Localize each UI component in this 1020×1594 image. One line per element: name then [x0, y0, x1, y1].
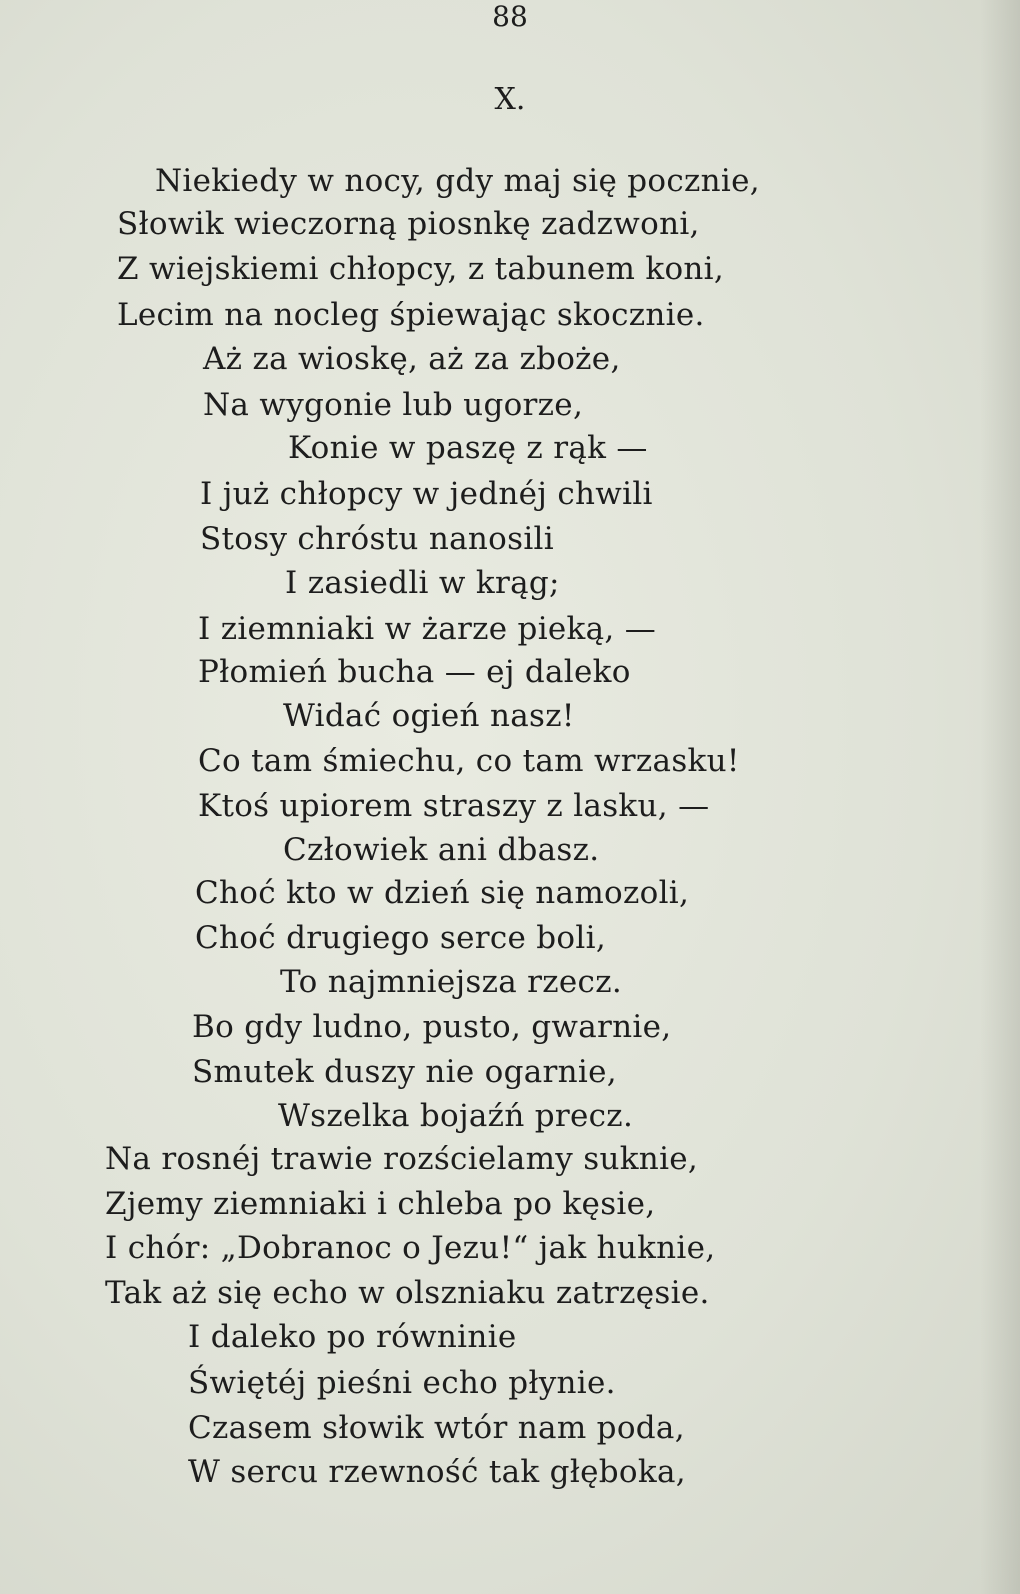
poem-line: Bo gdy ludno, pusto, gwarnie, [192, 1009, 672, 1045]
poem-line: Co tam śmiechu, co tam wrzasku! [198, 743, 740, 779]
poem-line: I zasiedli w krąg; [285, 565, 560, 601]
poem-line: W sercu rzewność tak głęboka, [188, 1454, 686, 1490]
poem-line: Lecim na nocleg śpiewając skocznie. [117, 297, 705, 333]
poem-line: Czasem słowik wtór nam poda, [188, 1410, 685, 1446]
poem-line: Tak aż się echo w olszniaku zatrzęsie. [105, 1275, 710, 1311]
poem-line: Konie w paszę z rąk — [288, 430, 648, 466]
page-number: 88 [492, 0, 528, 33]
poem-line: Aż za wioskę, aż za zboże, [203, 341, 621, 377]
section-heading: X. [494, 82, 526, 117]
poem-line: Niekiedy w nocy, gdy maj się pocznie, [155, 163, 760, 199]
poem-line: Na rosnéj trawie rozścielamy suknie, [105, 1141, 699, 1177]
poem-line: I ziemniaki w żarze pieką, — [198, 611, 657, 647]
poem-line: Zjemy ziemniaki i chleba po kęsie, [105, 1186, 656, 1222]
poem-line: Na wygonie lub ugorze, [203, 387, 584, 423]
poem-line: Słowik wieczorną piosnkę zadzwoni, [117, 206, 700, 242]
poem-line: Stosy chróstu nanosili [200, 521, 554, 557]
poem-line: Widać ogień nasz! [283, 698, 575, 734]
poem-line: I daleko po równinie [188, 1319, 517, 1355]
poem-line: I już chłopcy w jednéj chwili [200, 476, 653, 512]
poem-line: Choć drugiego serce boli, [195, 920, 606, 956]
poem-line: Choć kto w dzień się namozoli, [195, 875, 690, 911]
poem-line: Płomień bucha — ej daleko [198, 654, 631, 690]
poem-line: Człowiek ani dbasz. [283, 832, 600, 868]
poem-line: Wszelka bojaźń precz. [278, 1098, 634, 1134]
poem-line: Świętéj pieśni echo płynie. [188, 1365, 616, 1401]
poem-line: Ktoś upiorem straszy z lasku, — [198, 788, 710, 824]
poem-line: Smutek duszy nie ogarnie, [192, 1054, 617, 1090]
poem-line: To najmniejsza rzecz. [280, 964, 623, 1000]
page-edge-shadow [980, 0, 1020, 1594]
poem-line: I chór: „Dobranoc o Jezu!“ jak huknie, [105, 1230, 716, 1266]
poem-line: Z wiejskiemi chłopcy, z tabunem koni, [117, 251, 725, 287]
